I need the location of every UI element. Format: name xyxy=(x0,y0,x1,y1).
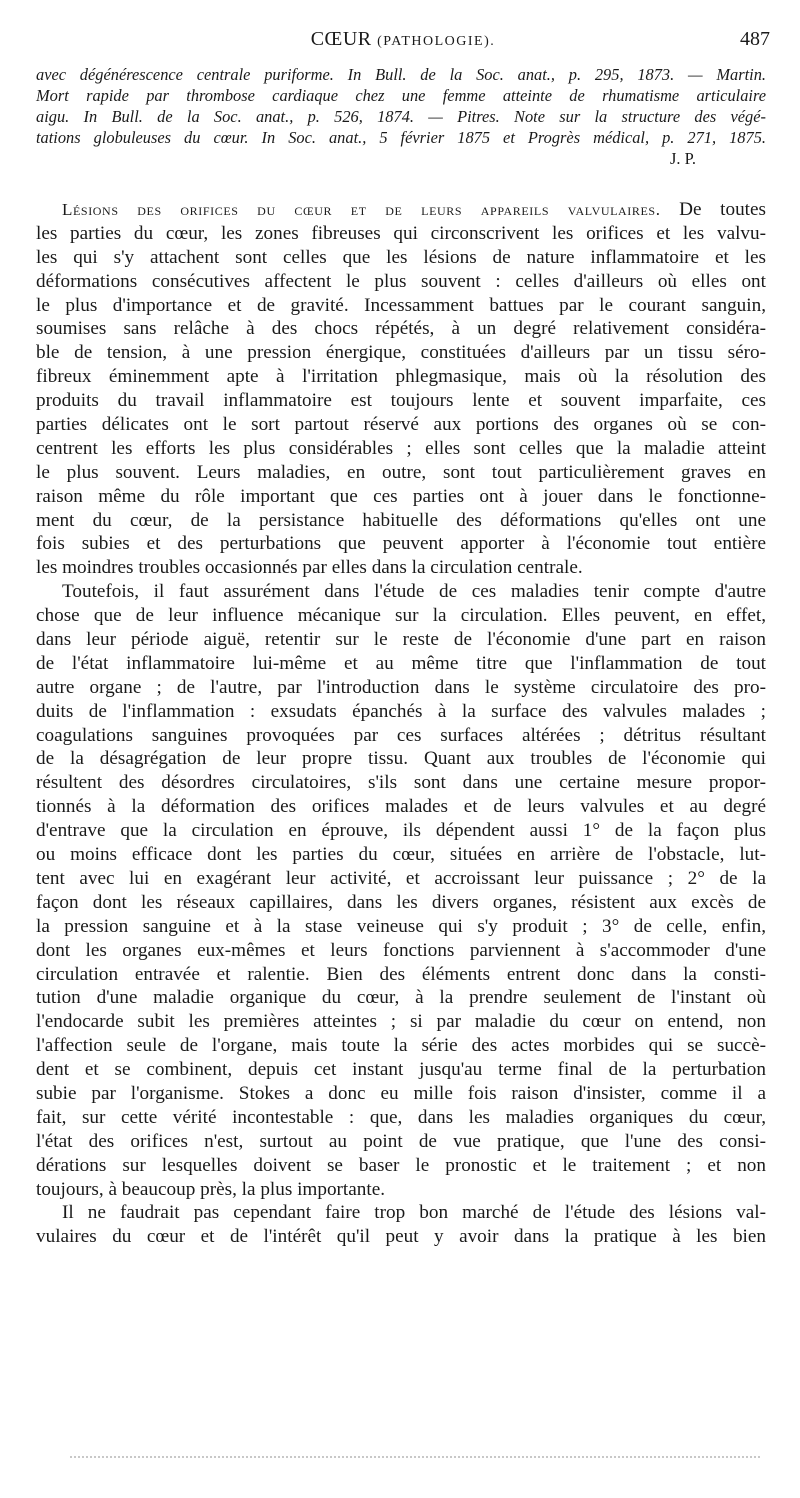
text-line: déformations consécutives affectent le plus souvent : celles d'ailleurs où elles ont xyxy=(36,270,766,292)
text-line: Toutefois, il faut assurément dans l'étude de ces maladies tenir compte d'autre xyxy=(62,581,766,603)
running-title xyxy=(36,28,770,51)
header-title: CŒUR xyxy=(310,28,372,50)
text-line: coagulations sanguines provoquées par ces surfaces altérées ; détritus résultant xyxy=(36,724,766,746)
text-line: vulaires du cœur et de l'intérêt qu'il peut y avoir dans la pratique à les bien xyxy=(36,1226,766,1248)
page-number: 487 xyxy=(740,28,770,50)
text-line: autre organe ; de l'autre, par l'introduction dans le système circulatoire des pro- xyxy=(36,676,766,698)
text-line: l'affection seule de l'organe, mais toute la série des actes morbides qui se succè- xyxy=(36,1035,766,1057)
text-line: soumises sans relâche à des chocs répétés, à un degré relativement considéra- xyxy=(36,318,766,340)
text-line: circulation entravée et ralentie. Bien des éléments entrent donc dans la consti- xyxy=(36,963,766,985)
text-line: les moindres troubles occasionnés par elles dans la circulation centrale. xyxy=(36,557,583,579)
reference-line: Mort rapide par thrombose cardiaque chez une femme atteinte de rhumatisme articulaire xyxy=(36,86,766,105)
heading-continuation: De toutes xyxy=(679,199,766,220)
text-line: raison même du rôle important que ces parties ont à jouer dans le fonctionne- xyxy=(36,485,766,507)
text-line: parties délicates ont le sort partout réservé aux portions des organes où se con- xyxy=(36,414,766,436)
section-heading: Lésions des orifices du cœur et de leurs appareils valvulaires. xyxy=(62,200,661,219)
running-header xyxy=(36,28,770,56)
text-line: le plus souvent. Leurs maladies, en outre, sont tout particulièrement graves en xyxy=(36,461,766,483)
text-line: dent et se combinent, depuis cet instant jusqu'au terme final de la perturbation xyxy=(36,1059,766,1081)
text-line: dérations sur lesquelles doivent se baser le pronostic et le traitement ; et non xyxy=(36,1154,766,1176)
text-line: façon dont les réseaux capillaires, dans les divers organes, résistent aux excès de xyxy=(36,891,766,913)
text-line: la pression sanguine et à la stase veineuse qui s'y produit ; 3° de celle, enfin, xyxy=(36,915,766,937)
text-line: d'entrave que la circulation en éprouve, ils dépendent aussi 1° de la façon plus xyxy=(36,820,766,842)
text-line: ou moins efficace dont les parties du cœur, situées en arrière de l'obstacle, lut- xyxy=(36,844,766,866)
text-line: l'état des orifices n'est, surtout au point de vue pratique, que l'une des consi- xyxy=(36,1130,766,1152)
text-line: de la désagrégation de leur propre tissu. Quant aux troubles de l'économie qui xyxy=(36,748,766,770)
text-line: ble de tension, à une pression énergique, constituées d'ailleurs par un tissu séro- xyxy=(36,342,766,364)
text-line: toujours, à beaucoup près, la plus importante. xyxy=(36,1178,386,1200)
reference-line: tations globuleuses du cœur. In Soc. anat., 5 février 1875 et Progrès médical, p. 271, 1875. xyxy=(36,128,766,147)
text-line: de l'état inflammatoire lui-même et au même titre que l'inflammation de tout xyxy=(36,652,766,674)
text-line: fait, sur cette vérité incontestable : que, dans les maladies organiques du cœur, xyxy=(36,1106,766,1128)
text-line: fibreux éminemment apte à l'irritation phlegmasique, mais où la résolution des xyxy=(36,366,766,388)
bibliography-block xyxy=(36,64,766,169)
author-signature: J. P. xyxy=(670,149,696,168)
section-heading-line xyxy=(36,198,766,222)
header-subtitle: (PATHOLOGIE). xyxy=(377,34,496,49)
text-line: les qui s'y attachent sont celles que les lésions de nature inflammatoire et les xyxy=(36,246,766,268)
text-line: subie par l'organisme. Stokes a donc eu mille fois raison d'insister, comme il a xyxy=(36,1082,766,1104)
main-text xyxy=(36,198,766,1249)
reference-line: avec dégénérescence centrale puriforme. In Bull. de la Soc. anat., p. 295, 1873. — Martin. xyxy=(36,65,766,84)
reference-line: aigu. In Bull. de la Soc. anat., p. 526, 1874. — Pitres. Note sur la structure des végé- xyxy=(36,107,766,126)
text-line: centrent les efforts les plus considérables ; elles sont celles que la maladie atteint xyxy=(36,437,766,459)
text-line: tution d'une maladie organique du cœur, à la prendre seulement de l'instant où xyxy=(36,987,766,1009)
text-line: fois subies et des perturbations que peuvent apporter à l'économie tout entière xyxy=(36,533,766,555)
text-line: tent avec lui en exagérant leur activité, et accroissant leur puissance ; 2° de la xyxy=(36,867,766,889)
text-line: le plus d'importance et de gravité. Incessamment battues par le courant sanguin, xyxy=(36,294,766,316)
text-line: chose que de leur influence mécanique sur la circulation. Elles peuvent, en effet, xyxy=(36,605,766,627)
text-line: tionnés à la déformation des orifices malades et de leurs valvules et au degré xyxy=(36,796,766,818)
text-line: ment du cœur, de la persistance habituelle des déformations qu'elles ont une xyxy=(36,509,766,531)
text-line: dans leur période aiguë, retentir sur le reste de l'économie d'une part en raison xyxy=(36,629,766,651)
text-line: l'endocarde subit les premières atteintes ; si par maladie du cœur on entend, non xyxy=(36,1011,766,1033)
faint-bleedthrough-line xyxy=(70,1456,760,1464)
text-line: les parties du cœur, les zones fibreuses qui circonscrivent les orifices et les valvu- xyxy=(36,222,766,244)
text-line: résultent des désordres circulatoires, s'ils sont dans une certaine mesure propor- xyxy=(36,772,766,794)
text-line: duits de l'inflammation : exsudats épanchés à la surface des valvules malades ; xyxy=(36,700,766,722)
text-line: dont les organes eux-mêmes et leurs fonctions parviennent à s'accommoder d'une xyxy=(36,939,766,961)
text-line: Il ne faudrait pas cependant faire trop bon marché de l'étude des lésions val- xyxy=(62,1202,766,1224)
text-line: produits du travail inflammatoire est toujours lente et souvent imparfaite, ces xyxy=(36,390,766,412)
